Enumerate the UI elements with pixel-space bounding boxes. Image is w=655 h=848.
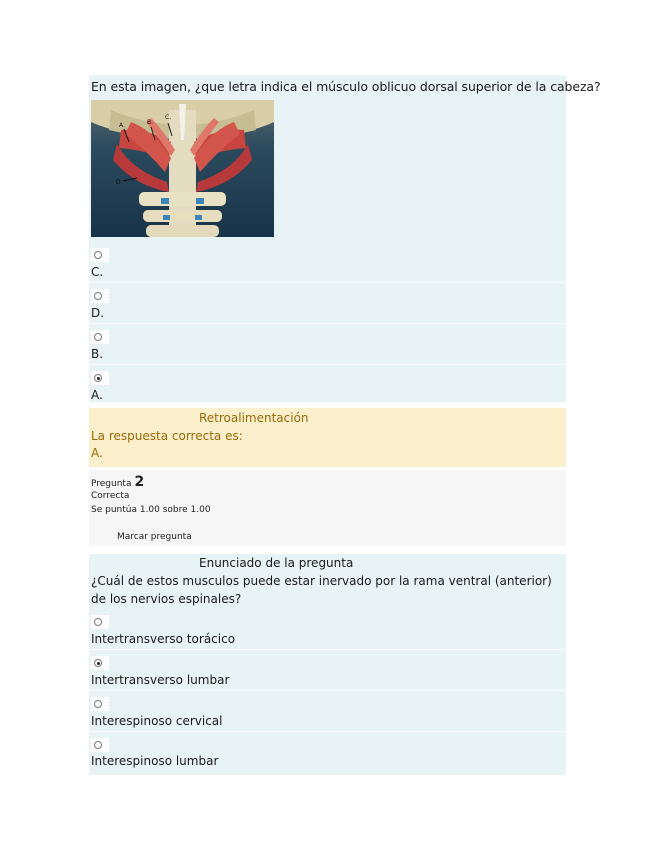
figure-label-d: D. bbox=[116, 179, 123, 186]
feedback-title: Retroalimentación bbox=[199, 411, 309, 425]
option-b-radio[interactable] bbox=[91, 330, 109, 344]
question-score: Se puntúa 1.00 sobre 1.00 bbox=[91, 505, 211, 515]
question-2-panel bbox=[89, 554, 566, 775]
question-2-header: Enunciado de la pregunta bbox=[199, 556, 354, 570]
option-divider bbox=[89, 364, 566, 365]
radio-unselected-icon bbox=[94, 741, 102, 749]
radio-selected-icon bbox=[94, 659, 102, 667]
option-3-label[interactable]: Interespinoso cervical bbox=[91, 714, 223, 728]
option-divider bbox=[89, 649, 566, 650]
question-2-info-panel bbox=[89, 470, 566, 546]
option-c-radio[interactable] bbox=[91, 248, 109, 262]
option-1-radio[interactable] bbox=[91, 615, 109, 629]
feedback-correct-answer: A. bbox=[91, 446, 103, 460]
option-2-label[interactable]: Intertransverso lumbar bbox=[91, 673, 230, 687]
feedback-answer-intro: La respuesta correcta es: bbox=[91, 429, 243, 443]
option-2-radio[interactable] bbox=[91, 656, 109, 670]
figure-label-b: B. bbox=[147, 119, 154, 126]
question-1-panel bbox=[89, 75, 601, 402]
anatomy-figure bbox=[91, 100, 274, 237]
option-d-radio[interactable] bbox=[91, 289, 109, 303]
option-divider bbox=[89, 731, 566, 732]
radio-unselected-icon bbox=[94, 618, 102, 626]
flag-question-link[interactable]: Marcar pregunta bbox=[117, 532, 192, 542]
figure-label-a: A. bbox=[119, 122, 125, 129]
radio-unselected-icon bbox=[94, 251, 102, 259]
radio-unselected-icon bbox=[94, 292, 102, 300]
radio-unselected-icon bbox=[94, 333, 102, 341]
question-2-text: ¿Cuál de estos musculos puede estar inervado por la rama ventral (anterior) de los nervios espinales? bbox=[91, 574, 552, 606]
question-number-value: 2 bbox=[134, 474, 145, 490]
option-a-radio[interactable] bbox=[91, 371, 109, 385]
question-number bbox=[91, 474, 144, 490]
question-label: Pregunta bbox=[91, 479, 132, 489]
option-b-label[interactable]: B. bbox=[91, 347, 104, 361]
feedback-panel bbox=[89, 408, 566, 467]
option-c-label[interactable]: C. bbox=[91, 265, 104, 279]
figure-label-c: C. bbox=[165, 114, 172, 121]
radio-unselected-icon bbox=[94, 700, 102, 708]
option-3-radio[interactable] bbox=[91, 697, 109, 711]
question-status: Correcta bbox=[91, 491, 130, 501]
option-d-label[interactable]: D. bbox=[91, 306, 105, 320]
option-a-label[interactable]: A. bbox=[91, 388, 103, 402]
option-divider bbox=[89, 282, 566, 283]
option-divider bbox=[89, 690, 566, 691]
radio-selected-icon bbox=[94, 374, 102, 382]
option-divider bbox=[89, 323, 566, 324]
question-1-text: En esta imagen, ¿que letra indica el músculo oblicuo dorsal superior de la cabeza? bbox=[91, 79, 601, 94]
option-1-label[interactable]: Intertransverso torácico bbox=[91, 632, 236, 646]
option-4-label[interactable]: Interespinoso lumbar bbox=[91, 754, 219, 768]
option-4-radio[interactable] bbox=[91, 738, 109, 752]
neck-muscles-image bbox=[91, 100, 274, 237]
